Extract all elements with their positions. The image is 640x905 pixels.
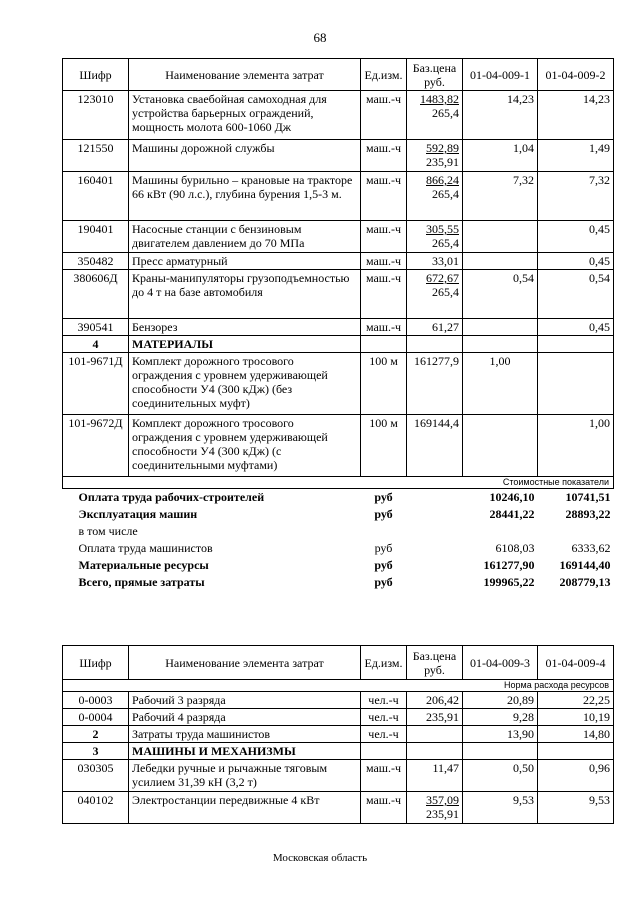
price-current: 866,24	[426, 173, 459, 187]
summary-unit: руб	[374, 490, 393, 504]
summary-v2: 208779,13	[559, 575, 611, 589]
summary-label: Оплата труда машинистов	[78, 541, 213, 555]
row-code: 101-9672Д	[63, 415, 129, 477]
row-v1: 1,00	[463, 353, 538, 415]
summary-v1: 28441,22	[489, 507, 535, 521]
row-price: 169144,4	[407, 415, 463, 477]
section-row	[63, 336, 614, 353]
table-row	[63, 270, 614, 319]
row-name: Бензорез	[129, 319, 361, 336]
summary-v2: 10741,51	[565, 490, 611, 504]
row-v1	[463, 319, 538, 336]
row-name: Электростанции передвижные 4 кВт	[129, 792, 361, 824]
summary-label: Всего, прямые затраты	[78, 575, 205, 589]
summary-row	[63, 523, 614, 540]
row-price	[407, 221, 463, 253]
row-v2: 10,19	[538, 709, 614, 726]
section-code: 3	[63, 743, 129, 760]
row-code: 040102	[63, 792, 129, 824]
summary-v1: 6108,03	[495, 541, 535, 555]
row-v2: 22,25	[538, 692, 614, 709]
header-name: Наименование элемента затрат	[129, 59, 361, 91]
row-code: 121550	[63, 140, 129, 172]
header-unit: Ед.изм.	[361, 646, 407, 680]
section-code: 4	[63, 336, 129, 353]
section-title: Затраты труда машинистов	[129, 726, 361, 743]
row-name: Пресс арматурный	[129, 253, 361, 270]
price-base: 265,4	[432, 285, 459, 299]
row-name: Лебедки ручные и рычажные тяговым усилием 31,39 кН (3,2 т)	[129, 760, 361, 792]
summary-row	[63, 540, 614, 557]
table-row	[63, 415, 614, 477]
section-row	[63, 726, 614, 743]
table-header	[63, 59, 614, 91]
row-unit: маш.-ч	[361, 319, 407, 336]
table-row	[63, 792, 614, 824]
section-v2: 14,80	[538, 726, 614, 743]
summary-label: Материальные ресурсы	[78, 558, 209, 572]
row-price: 206,42	[407, 692, 463, 709]
table-row	[63, 760, 614, 792]
row-v1	[463, 415, 538, 477]
row-price: 235,91	[407, 709, 463, 726]
row-unit: маш.-ч	[361, 792, 407, 824]
table-header	[63, 646, 614, 680]
price-current: 592,89	[426, 141, 459, 155]
price-current: 305,55	[426, 222, 459, 236]
row-price: 11,47	[407, 760, 463, 792]
summary-unit: руб	[374, 541, 393, 555]
row-name: Краны-манипуляторы грузоподъемностью до 4 т на базе автомобиля	[129, 270, 361, 319]
price-base: 265,4	[432, 106, 459, 120]
row-v2: 0,45	[538, 319, 614, 336]
row-code: 101-9671Д	[63, 353, 129, 415]
row-v1: 0,50	[463, 760, 538, 792]
table-row	[63, 692, 614, 709]
header-name: Наименование элемента затрат	[129, 646, 361, 680]
row-name: Рабочий 4 разряда	[129, 709, 361, 726]
row-price	[407, 140, 463, 172]
subheader: Стоимостные показатели	[63, 477, 614, 489]
row-code: 0-0004	[63, 709, 129, 726]
summary-row	[63, 557, 614, 574]
row-price: 161277,9	[407, 353, 463, 415]
summary-label: в том числе	[78, 524, 138, 538]
row-unit: чел.-ч	[361, 709, 407, 726]
price-base: 265,4	[432, 187, 459, 201]
row-v2: 9,53	[538, 792, 614, 824]
price-base: 235,91	[426, 155, 459, 169]
row-unit: чел.-ч	[361, 692, 407, 709]
price-base: 235,91	[426, 807, 459, 821]
section-v1: 13,90	[463, 726, 538, 743]
header-col2: 01-04-009-4	[538, 646, 614, 680]
row-v2: 0,45	[538, 253, 614, 270]
summary-v1: 161277,90	[483, 558, 535, 572]
row-price: 33,01	[407, 253, 463, 270]
row-code: 190401	[63, 221, 129, 253]
summary-unit: руб	[374, 558, 393, 572]
row-v1: 20,89	[463, 692, 538, 709]
section-title: МАШИНЫ И МЕХАНИЗМЫ	[129, 743, 361, 760]
table-row	[63, 140, 614, 172]
header-price: Баз.цена руб.	[407, 59, 463, 91]
row-v2: 14,23	[538, 91, 614, 140]
summary-v1: 199965,22	[483, 575, 535, 589]
price-current: 672,67	[426, 271, 459, 285]
row-v1: 14,23	[463, 91, 538, 140]
row-name: Машины бурильно – крановые на тракторе 66 кВт (90 л.с.), глубина бурения 1,5-3 м.	[129, 172, 361, 221]
table-row	[63, 221, 614, 253]
summary-v2: 6333,62	[571, 541, 611, 555]
section-title: МАТЕРИАЛЫ	[129, 336, 361, 353]
header-col2: 01-04-009-2	[538, 59, 614, 91]
subheader-row	[63, 680, 614, 692]
summary-row	[63, 506, 614, 523]
header-col1: 01-04-009-1	[463, 59, 538, 91]
row-v2: 0,45	[538, 221, 614, 253]
row-code: 380606Д	[63, 270, 129, 319]
row-price: 61,27	[407, 319, 463, 336]
row-v2	[538, 353, 614, 415]
subheader: Норма расхода ресурсов	[63, 680, 614, 692]
row-price	[407, 270, 463, 319]
table-row	[63, 709, 614, 726]
table-row	[63, 353, 614, 415]
header-code: Шифр	[63, 646, 129, 680]
row-v1	[463, 253, 538, 270]
row-price	[407, 172, 463, 221]
table-row	[63, 319, 614, 336]
summary-label: Оплата труда рабочих-строителей	[78, 490, 265, 504]
row-unit: маш.-ч	[361, 270, 407, 319]
cost-table-1	[62, 58, 614, 591]
row-name: Комплект дорожного тросового ограждения с уровнем удерживающей способности У4 (300 кДж) (без соединительных муфт)	[129, 353, 361, 415]
row-v2: 0,96	[538, 760, 614, 792]
row-unit: 100 м	[361, 353, 407, 415]
table-row	[63, 253, 614, 270]
row-v1: 9,53	[463, 792, 538, 824]
table-row	[63, 91, 614, 140]
cost-table-2	[62, 645, 614, 824]
summary-v1: 10246,10	[489, 490, 535, 504]
price-current: 1483,82	[420, 92, 459, 106]
subheader-row	[63, 477, 614, 489]
row-price	[407, 792, 463, 824]
row-v1: 1,04	[463, 140, 538, 172]
header-unit: Ед.изм.	[361, 59, 407, 91]
row-code: 123010	[63, 91, 129, 140]
row-code: 0-0003	[63, 692, 129, 709]
summary-row	[63, 574, 614, 591]
row-v2: 7,32	[538, 172, 614, 221]
row-name: Комплект дорожного тросового ограждения с уровнем удерживающей способности У4 (300 кДж) (с соединительными муфтами)	[129, 415, 361, 477]
header-col1: 01-04-009-3	[463, 646, 538, 680]
summary-v2: 28893,22	[565, 507, 611, 521]
row-v2: 1,49	[538, 140, 614, 172]
row-name: Машины дорожной службы	[129, 140, 361, 172]
row-unit: 100 м	[361, 415, 407, 477]
row-price	[407, 91, 463, 140]
header-code: Шифр	[63, 59, 129, 91]
row-v1	[463, 221, 538, 253]
row-code: 160401	[63, 172, 129, 221]
section-unit: чел.-ч	[361, 726, 407, 743]
row-code: 350482	[63, 253, 129, 270]
row-v1: 7,32	[463, 172, 538, 221]
row-unit: маш.-ч	[361, 140, 407, 172]
row-code: 030305	[63, 760, 129, 792]
summary-v2: 169144,40	[559, 558, 611, 572]
row-v2: 1,00	[538, 415, 614, 477]
summary-unit: руб	[374, 575, 393, 589]
table-row	[63, 172, 614, 221]
row-name: Насосные станции с бензиновым двигателем давлением до 70 МПа	[129, 221, 361, 253]
row-v1: 9,28	[463, 709, 538, 726]
row-v1: 0,54	[463, 270, 538, 319]
price-base: 265,4	[432, 236, 459, 250]
section-code: 2	[63, 726, 129, 743]
row-unit: маш.-ч	[361, 172, 407, 221]
row-v2: 0,54	[538, 270, 614, 319]
row-code: 390541	[63, 319, 129, 336]
row-unit: маш.-ч	[361, 91, 407, 140]
price-current: 357,09	[426, 793, 459, 807]
row-unit: маш.-ч	[361, 221, 407, 253]
section-row	[63, 743, 614, 760]
row-unit: маш.-ч	[361, 253, 407, 270]
page-footer: Московская область	[272, 852, 368, 864]
row-unit: маш.-ч	[361, 760, 407, 792]
row-name: Установка сваебойная самоходная для устройства барьерных ограждений, мощность молота 600-1060 Дж	[129, 91, 361, 140]
row-name: Рабочий 3 разряда	[129, 692, 361, 709]
header-price: Баз.цена руб.	[407, 646, 463, 680]
summary-row	[63, 489, 614, 507]
summary-unit: руб	[374, 507, 393, 521]
page-number: 68	[313, 30, 327, 45]
summary-label: Эксплуатация машин	[78, 507, 198, 521]
